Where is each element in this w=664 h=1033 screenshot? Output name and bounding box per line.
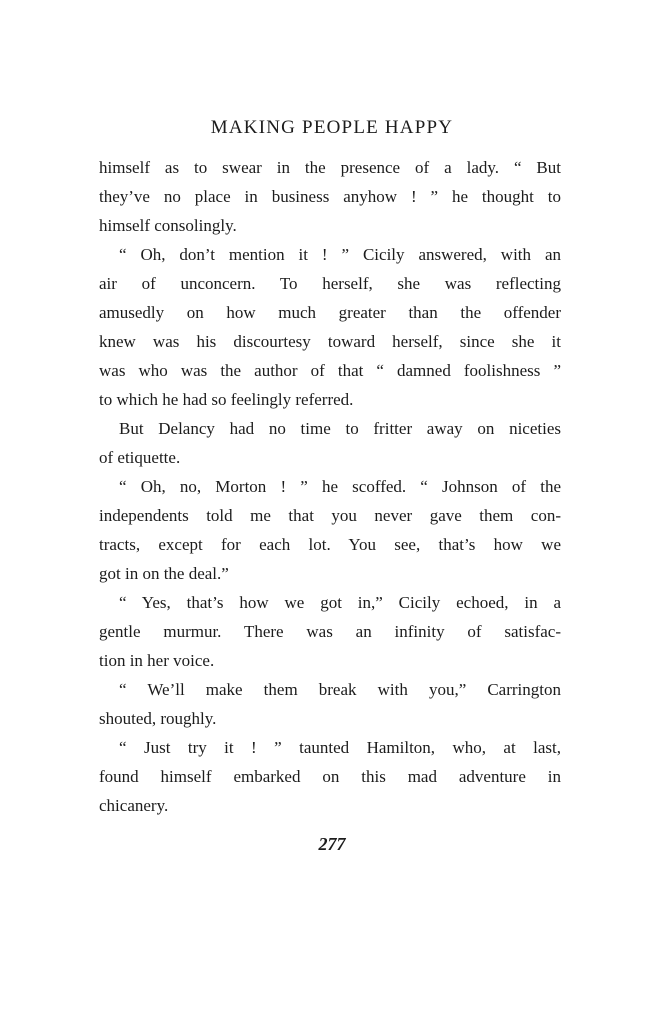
text-line: “ Oh, don’t mention it ! ” Cicily answered, with an [119, 245, 561, 264]
text-line: gentle murmur. There was an infinity of satisfac- [99, 622, 561, 641]
text-line: they’ve no place in business anyhow ! ” he thought to [99, 187, 561, 206]
text-line: found himself embarked on this mad adventure in [99, 767, 561, 786]
text-line: knew was his discourtesy toward herself, since she it [99, 332, 561, 351]
text-line: “ Yes, that’s how we got in,” Cicily echoed, in a [119, 593, 561, 612]
text-line: was who was the author of that “ damned foolishness ” [99, 361, 561, 380]
text-line: tracts, except for each lot. You see, that’s how we [99, 535, 561, 554]
text-line: “ Oh, no, Morton ! ” he scoffed. “ Johnson of the [119, 477, 561, 496]
text-line: chicanery. [99, 796, 169, 815]
running-head: MAKING PEOPLE HAPPY [210, 117, 454, 138]
text-line: “ We’ll make them break with you,” Carrington [119, 680, 561, 699]
text-line: But Delancy had no time to fritter away on niceties [119, 419, 561, 438]
text-line: himself consolingly. [99, 216, 237, 235]
text-line: air of unconcern. To herself, she was reflecting [99, 274, 561, 293]
text-line: shouted, roughly. [99, 709, 217, 728]
text-line: of etiquette. [99, 448, 181, 467]
page-number: 277 [318, 834, 346, 854]
text-line: tion in her voice. [99, 651, 215, 670]
text-line: “ Just try it ! ” taunted Hamilton, who, at last, [119, 738, 561, 757]
text-line: to which he had so feelingly referred. [99, 390, 354, 409]
text-line: got in on the deal.” [99, 564, 229, 583]
text-line: himself as to swear in the presence of a lady. “ But [99, 158, 561, 177]
text-line: independents told me that you never gave them con- [99, 506, 561, 525]
text-line: amusedly on how much greater than the offender [99, 303, 561, 322]
